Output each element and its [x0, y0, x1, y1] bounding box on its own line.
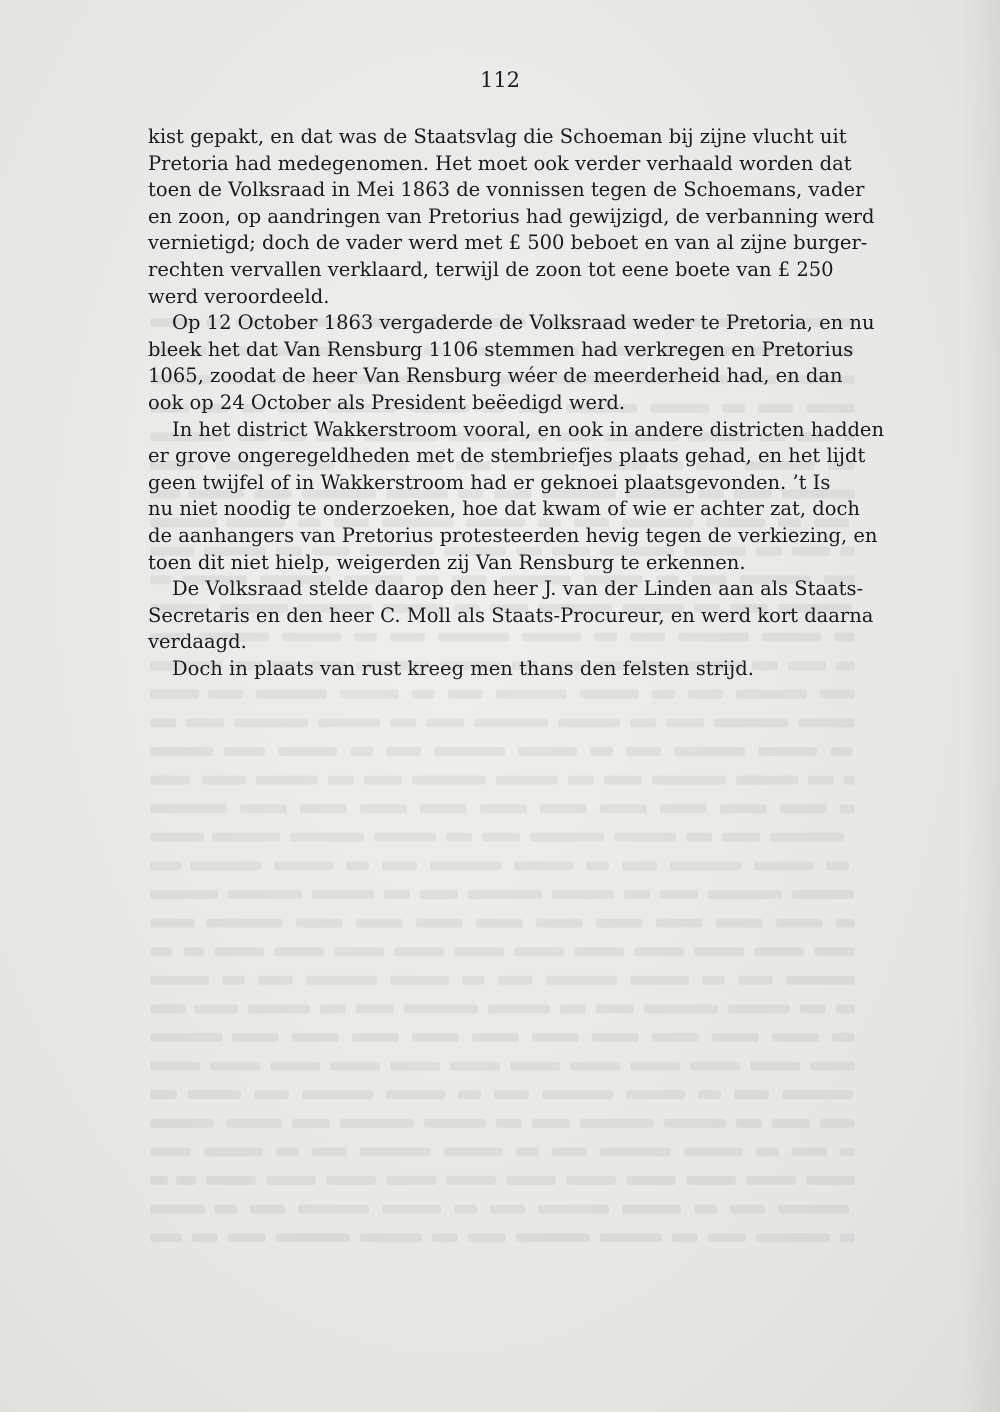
- text-line: kist gepakt, en dat was de Staatsvlag die Schoeman bij zijne vlucht uit: [148, 125, 847, 148]
- text-line: verdaagd.: [148, 630, 247, 654]
- text-line: Op 12 October 1863 vergaderde de Volksraad weder te Pretoria, en nu: [172, 311, 875, 335]
- text-line: De Volksraad stelde daarop den heer J. van der Linden aan als Staats-: [172, 577, 864, 601]
- text-line: toen dit niet hielp, weigerden zij Van Rensburg te erkennen.: [148, 550, 746, 574]
- text-line: geen twijfel of in Wakkerstroom had er geknoei plaatsgevonden. ’t Is: [148, 470, 831, 494]
- text-line: Pretoria had medegenomen. Het moet ook verder verhaald worden dat: [148, 151, 852, 175]
- body-text: [148, 124, 938, 682]
- page-number: 112: [479, 68, 521, 92]
- text-line: vernietigd; doch de vader werd met £ 500 beboet en van al zijne burger-: [148, 231, 868, 255]
- text-line: Doch in plaats van rust kreeg men thans den felsten strijd.: [172, 656, 754, 680]
- text-line: rechten vervallen verklaard, terwijl de zoon tot eene boete van £ 250: [148, 257, 834, 281]
- text-line: en zoon, op aandringen van Pretorius had gewijzigd, de verbanning werd: [148, 204, 875, 228]
- text-line: werd veroordeeld.: [148, 284, 330, 308]
- text-line: toen de Volksraad in Mei 1863 de vonnissen tegen de Schoemans, vader: [148, 178, 865, 202]
- text-line: de aanhangers van Pretorius protesteerden hevig tegen de verkiezing, en: [148, 523, 878, 547]
- text-line: er grove ongeregeldheden met de stembriefjes plaats gehad, en het lijdt: [148, 444, 866, 468]
- text-line: bleek het dat Van Rensburg 1106 stemmen had verkregen en Pretorius: [148, 337, 854, 361]
- text-line: ook op 24 October als President beëedigd werd.: [148, 390, 626, 414]
- text-line: Secretaris en den heer C. Moll als Staats-Procureur, en werd kort daarna: [148, 603, 874, 627]
- text-line: In het district Wakkerstroom vooral, en ook in andere districten hadden: [172, 417, 885, 441]
- text-line: 1065, zoodat de heer Van Rensburg wéer de meerderheid had, en dan: [148, 364, 843, 388]
- text-line: nu niet noodig te onderzoeken, hoe dat kwam of wie er achter zat, doch: [148, 497, 860, 521]
